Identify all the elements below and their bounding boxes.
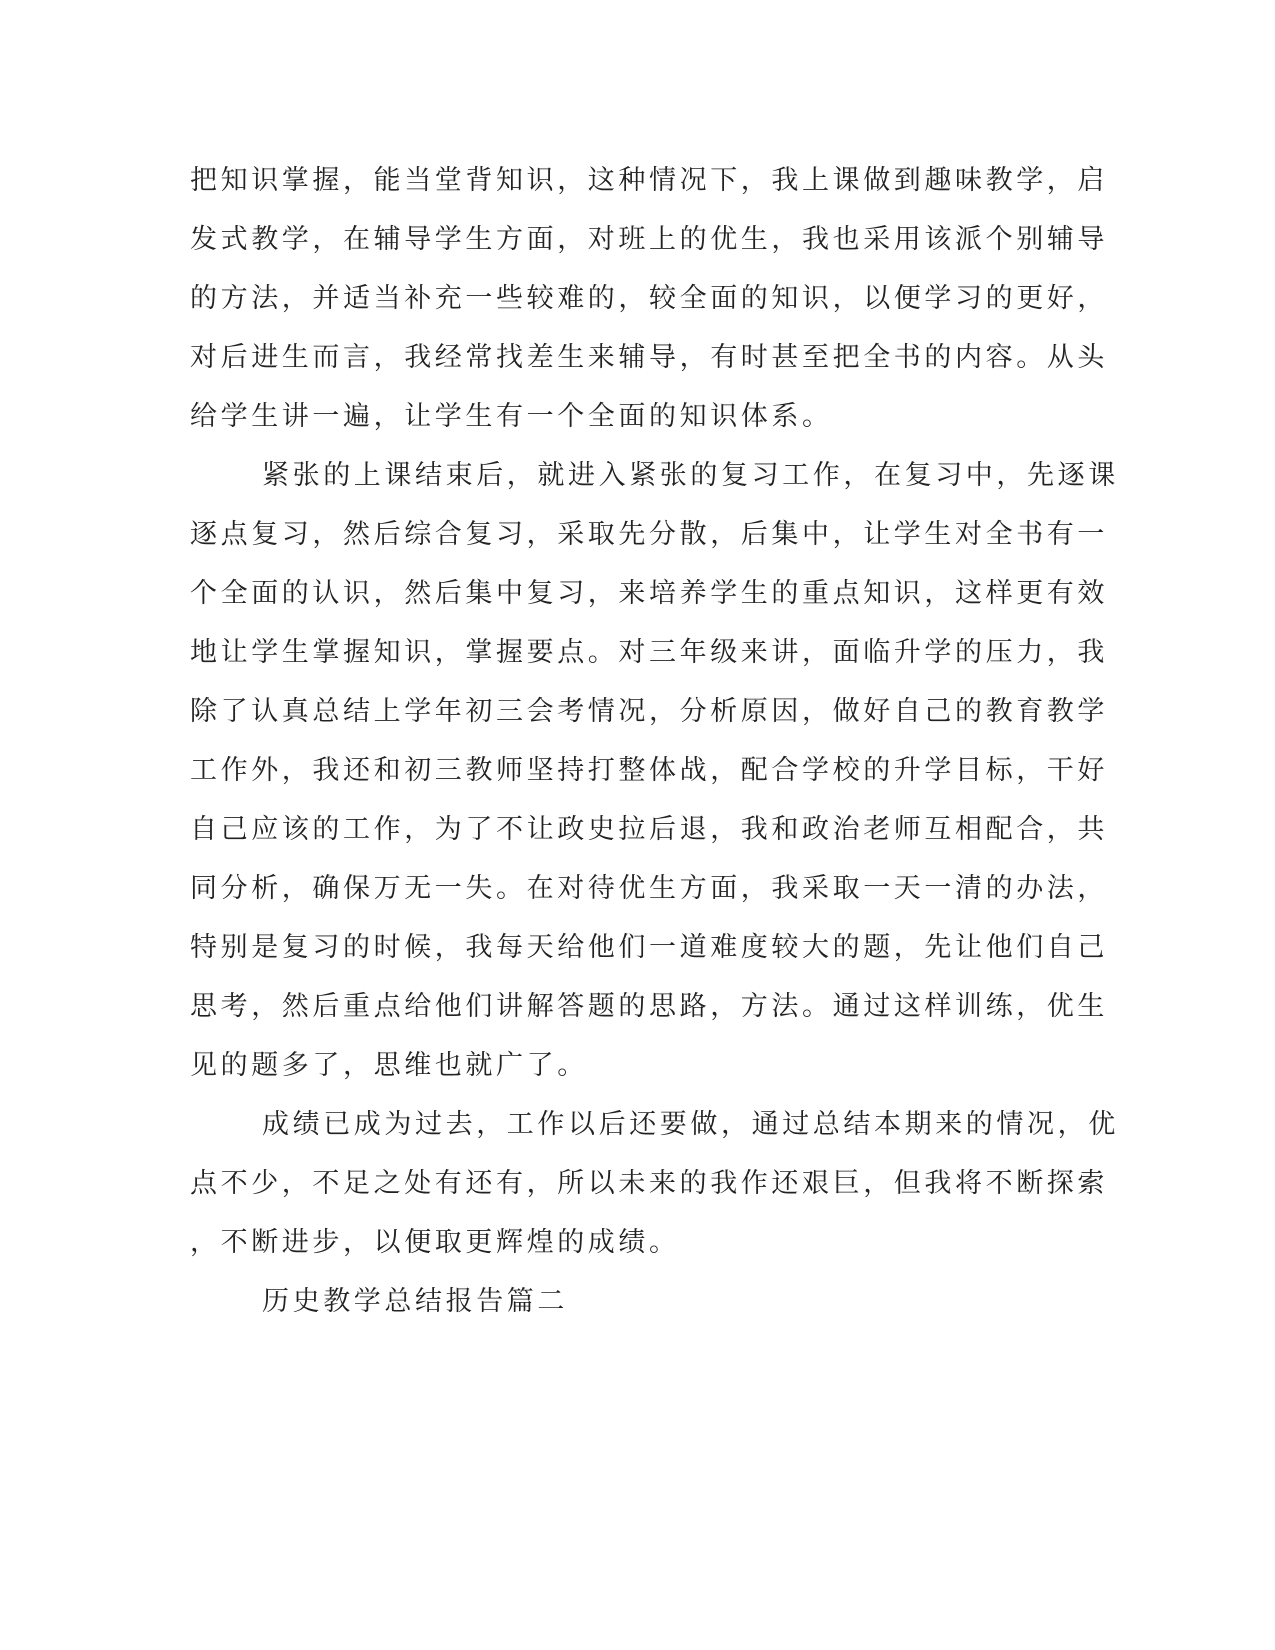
text-line: 工作外，我还和初三教师坚持打整体战，配合学校的升学目标，干好: [190, 755, 1108, 786]
text-line: 逐点复习，然后综合复习，采取先分散，后集中，让学生对全书有一: [190, 519, 1108, 550]
text-line: 个全面的认识，然后集中复习，来培养学生的重点知识，这样更有效: [190, 578, 1108, 609]
text-line: 给学生讲一遍，让学生有一个全面的知识体系。: [190, 401, 833, 432]
text-line: 发式教学，在辅导学生方面，对班上的优生，我也采用该派个别辅导: [190, 224, 1108, 255]
text-line: 思考，然后重点给他们讲解答题的思路，方法。通过这样训练，优生: [190, 991, 1108, 1022]
text-line: 除了认真总结上学年初三会考情况，分析原因，做好自己的教育教学: [190, 696, 1108, 727]
text-line: 对后进生而言，我经常找差生来辅导，有时甚至把全书的内容。从头: [190, 342, 1108, 373]
text-line: 地让学生掌握知识，掌握要点。对三年级来讲，面临升学的压力，我: [190, 637, 1108, 668]
text-line: 的方法，并适当补充一些较难的，较全面的知识，以便学习的更好，: [190, 283, 1108, 314]
text-line: 见的题多了，思维也就广了。: [190, 1050, 588, 1081]
text-line: 把知识掌握，能当堂背知识，这种情况下，我上课做到趣味教学，启: [190, 165, 1108, 196]
paragraph-first-line: 成绩已成为过去，工作以后还要做，通过总结本期来的情况，优: [262, 1109, 1119, 1140]
section-heading: 历史教学总结报告篇二: [262, 1286, 568, 1317]
text-line: ，不断进步，以便取更辉煌的成绩。: [190, 1227, 680, 1258]
paragraph-first-line: 紧张的上课结束后，就进入紧张的复习工作，在复习中，先逐课: [262, 460, 1119, 491]
text-line: 特别是复习的时候，我每天给他们一道难度较大的题，先让他们自己: [190, 932, 1108, 963]
text-line: 自己应该的工作，为了不让政史拉后退，我和政治老师互相配合，共: [190, 814, 1108, 845]
text-line: 点不少，不足之处有还有，所以未来的我作还艰巨，但我将不断探索: [190, 1168, 1108, 1199]
text-line: 同分析，确保万无一失。在对待优生方面，我采取一天一清的办法，: [190, 873, 1108, 904]
